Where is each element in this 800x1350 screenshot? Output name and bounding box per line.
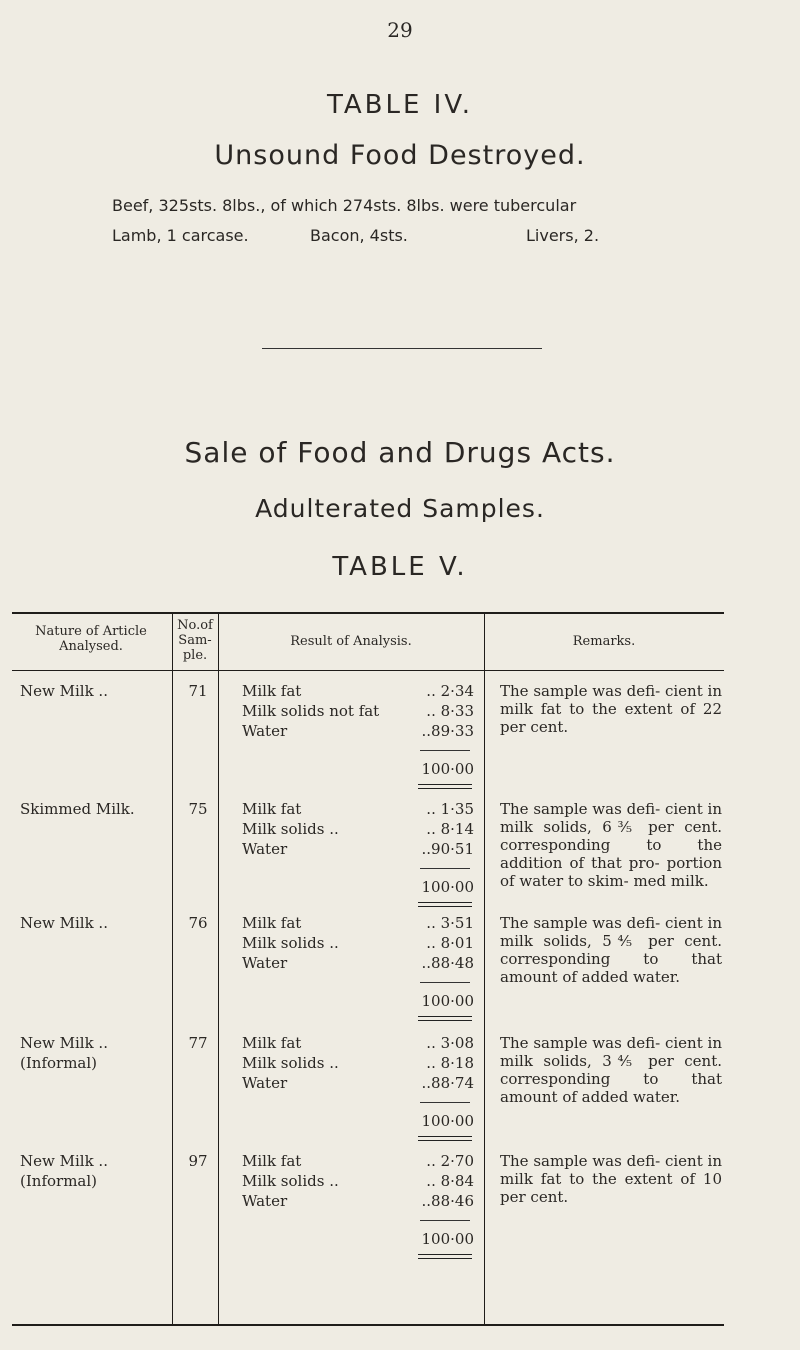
row-1-total-underline	[418, 784, 472, 789]
row-4-item-1-label: Milk fat	[242, 1034, 302, 1052]
destroyed-line-other	[112, 226, 712, 246]
row-3-item-2-value: .. 8·01	[426, 934, 474, 952]
row-5-remark: The sample was defi- cient in milk fat to the extent of 10 per cent.	[500, 1152, 722, 1206]
row-3-item-3-value: ..88·48	[421, 954, 474, 972]
row-2-item-2-value: .. 8·14	[426, 820, 474, 838]
header-bottom-rule	[12, 670, 724, 671]
row-2-item-1-label: Milk fat	[242, 800, 302, 818]
row-5-sample: 97	[188, 1152, 208, 1170]
row-2-item-3-value: ..90·51	[421, 840, 474, 858]
row-4-remark: The sample was defi- cient in milk solids, 3⅘ per cent. corresponding to that amount of added water.	[500, 1034, 722, 1106]
row-2-item-3-label: Water	[242, 840, 288, 858]
sale-of-food-heading: Sale of Food and Drugs Acts.	[184, 436, 616, 469]
row-4-item-3-label: Water	[242, 1074, 288, 1092]
row-1-remark: The sample was defi- cient in milk fat to the extent of 22 per cent.	[500, 682, 722, 736]
row-5-total: 100·00	[421, 1230, 474, 1248]
row-4-item-3-value: ..88·74	[421, 1074, 474, 1092]
table-v-title: TABLE V.	[332, 552, 468, 582]
row-2-sample: 75	[188, 800, 208, 818]
row-3-remark: The sample was defi- cient in milk solids, 5⅘ per cent. corresponding to that amount of added water.	[500, 914, 722, 986]
table-bottom-rule	[12, 1324, 724, 1326]
row-2-sum-rule	[420, 868, 470, 869]
row-3-item-3-label: Water	[242, 954, 288, 972]
table-iv-title: TABLE IV.	[326, 90, 474, 120]
header-nature: Nature of Article Analysed.	[35, 624, 147, 654]
unsound-food-heading: Unsound Food Destroyed.	[214, 140, 586, 171]
row-2-total: 100·00	[421, 878, 474, 896]
row-1-article: New Milk ..	[20, 682, 108, 700]
header-result: Result of Analysis.	[290, 634, 412, 649]
row-2-item-1-value: .. 1·35	[426, 800, 474, 818]
row-1-total: 100·00	[421, 760, 474, 778]
row-4-sum-rule	[420, 1102, 470, 1103]
livers-text: Livers, 2.	[526, 226, 600, 245]
row-5-item-3-label: Water	[242, 1192, 288, 1210]
lamb-text: Lamb, 1 carcase.	[112, 226, 249, 245]
row-3-total: 100·00	[421, 992, 474, 1010]
row-4-article-note: (Informal)	[20, 1054, 98, 1072]
row-3-total-underline	[418, 1016, 472, 1021]
section-divider	[262, 348, 542, 349]
adulterated-samples-heading: Adulterated Samples.	[255, 494, 545, 523]
row-5-article: New Milk ..	[20, 1152, 108, 1170]
row-2-total-underline	[418, 902, 472, 907]
row-4-article: New Milk ..	[20, 1034, 108, 1052]
row-1-item-1-value: .. 2·34	[426, 682, 474, 700]
row-4-item-1-value: .. 3·08	[426, 1034, 474, 1052]
header-sample: No.of Sam- ple.	[177, 618, 213, 663]
row-1-item-3-value: ..89·33	[421, 722, 474, 740]
row-5-item-1-value: .. 2·70	[426, 1152, 474, 1170]
row-1-sum-rule	[420, 750, 470, 751]
col-divider-3	[484, 614, 485, 1324]
row-3-sample: 76	[188, 914, 208, 932]
row-3-item-1-value: .. 3·51	[426, 914, 474, 932]
row-5-article-note: (Informal)	[20, 1172, 98, 1190]
row-5-item-2-value: .. 8·84	[426, 1172, 474, 1190]
row-3-sum-rule	[420, 982, 470, 983]
row-2-article: Skimmed Milk.	[20, 800, 135, 818]
row-1-item-1-label: Milk fat	[242, 682, 302, 700]
row-3-item-2-label: Milk solids ..	[242, 934, 339, 952]
row-2-remark: The sample was defi- cient in milk solids, 6⅗ per cent. corresponding to the addition of that pro- portion of water to skim- med milk.	[500, 800, 722, 890]
row-1-item-3-label: Water	[242, 722, 288, 740]
row-1-item-2-value: .. 8·33	[426, 702, 474, 720]
row-1-item-2-label: Milk solids not fat	[242, 702, 380, 720]
row-4-sample: 77	[188, 1034, 208, 1052]
page-number: 29	[387, 18, 413, 42]
row-5-item-2-label: Milk solids ..	[242, 1172, 339, 1190]
bacon-text: Bacon, 4sts.	[310, 226, 408, 245]
row-5-item-3-value: ..88·46	[421, 1192, 474, 1210]
row-4-total-underline	[418, 1136, 472, 1141]
table-top-rule	[12, 612, 724, 614]
col-divider-1	[172, 614, 173, 1324]
row-4-total: 100·00	[421, 1112, 474, 1130]
row-5-total-underline	[418, 1254, 472, 1259]
row-5-sum-rule	[420, 1220, 470, 1221]
destroyed-line-beef: Beef, 325sts. 8lbs., of which 274sts. 8lbs. were tubercular	[112, 196, 577, 215]
header-remarks: Remarks.	[572, 634, 636, 649]
row-5-item-1-label: Milk fat	[242, 1152, 302, 1170]
row-4-item-2-label: Milk solids ..	[242, 1054, 339, 1072]
col-divider-2	[218, 614, 219, 1324]
row-1-sample: 71	[188, 682, 208, 700]
row-3-item-1-label: Milk fat	[242, 914, 302, 932]
row-2-item-2-label: Milk solids ..	[242, 820, 339, 838]
row-4-item-2-value: .. 8·18	[426, 1054, 474, 1072]
row-3-article: New Milk ..	[20, 914, 108, 932]
